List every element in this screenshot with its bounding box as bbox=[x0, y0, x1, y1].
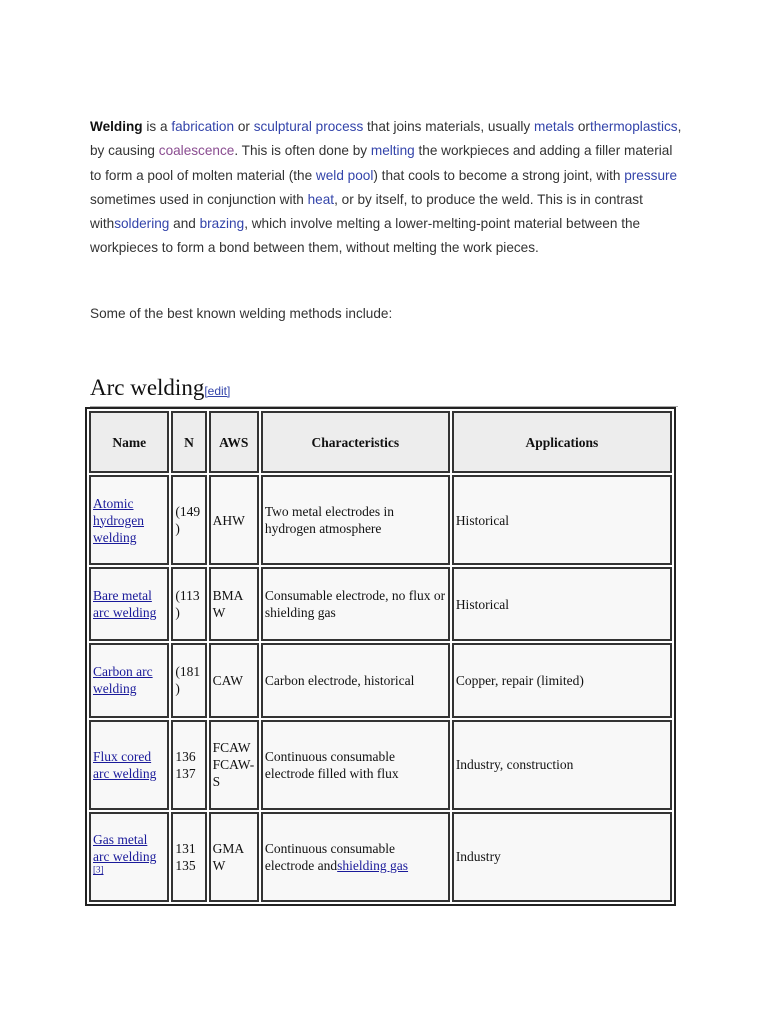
process-link[interactable]: Flux cored arc welding bbox=[93, 748, 157, 781]
cell-applications: Copper, repair (limited) bbox=[452, 643, 672, 717]
cell-aws: AHW bbox=[209, 475, 259, 565]
intro-text: ) that cools to become a strong joint, with bbox=[373, 167, 625, 183]
link-weld-pool[interactable]: weld pool bbox=[315, 167, 374, 183]
intro-text: , by causing bbox=[90, 119, 682, 159]
intro-text: the workpieces and adding a filler material to form a pool of molten material (the bbox=[90, 143, 673, 183]
cell-applications: Historical bbox=[452, 567, 672, 641]
header-name: Name bbox=[89, 411, 169, 473]
intro-text: , or by itself, to produce the weld. This is in contrast with bbox=[90, 191, 643, 232]
section-title: Arc welding bbox=[90, 375, 205, 400]
process-link[interactable]: Carbon arc welding bbox=[93, 664, 153, 697]
intro-text: , which involve melting a lower-melting-point material between the workpieces to form a bond between them, without melting the work pieces. bbox=[90, 216, 641, 256]
cell-characteristics: Continuous consumable electrode filled with flux bbox=[261, 720, 450, 810]
header-aws: AWS bbox=[209, 411, 259, 473]
cell-characteristics: Carbon electrode, historical bbox=[261, 643, 450, 717]
cell-n: (113) bbox=[171, 567, 206, 641]
process-link[interactable]: Bare metal arc welding bbox=[93, 588, 157, 621]
table-row bbox=[89, 643, 672, 717]
cell-characteristics bbox=[261, 812, 450, 902]
link-shielding-gas[interactable]: shielding gas bbox=[337, 857, 409, 873]
header-applications: Applications bbox=[452, 411, 672, 473]
table-row bbox=[89, 475, 672, 565]
link-coalescence[interactable]: coalescence bbox=[158, 143, 235, 159]
intro-text: or bbox=[234, 119, 254, 134]
arc-welding-table bbox=[85, 407, 676, 906]
cell-aws: BMAW bbox=[209, 567, 259, 641]
link-brazing[interactable]: brazing bbox=[199, 216, 245, 232]
methods-intro: Some of the best known welding methods include: bbox=[90, 306, 393, 321]
cell-n: (181) bbox=[171, 643, 206, 717]
link-sculptural-process[interactable]: sculptural process bbox=[253, 119, 364, 134]
intro-text: . This is often done by bbox=[234, 143, 371, 159]
link-fabrication[interactable]: fabrication bbox=[171, 119, 235, 134]
intro-text: that joins materials, usually bbox=[363, 119, 535, 134]
link-melting[interactable]: melting bbox=[370, 143, 415, 159]
cell-n: (149) bbox=[171, 475, 206, 565]
cell-applications: Industry bbox=[452, 812, 672, 902]
edit-link[interactable]: [edit] bbox=[204, 384, 231, 398]
characteristics-text: Continuous consumable electrode and bbox=[264, 840, 395, 873]
term-welding: Welding bbox=[90, 119, 143, 134]
link-thermoplastics[interactable]: thermoplastics bbox=[589, 119, 678, 134]
header-characteristics: Characteristics bbox=[261, 411, 450, 473]
link-soldering[interactable]: soldering bbox=[114, 216, 170, 232]
cell-aws: CAW bbox=[209, 643, 259, 717]
intro-text: or bbox=[574, 119, 590, 134]
cell-characteristics: Consumable electrode, no flux or shielding gas bbox=[261, 567, 450, 641]
section-heading bbox=[90, 374, 678, 407]
cell-characteristics: Two metal electrodes in hydrogen atmosphere bbox=[261, 475, 450, 565]
cell-n: 131 135 bbox=[171, 812, 206, 902]
process-link[interactable]: Gas metal arc welding bbox=[93, 832, 157, 865]
intro-text: and bbox=[169, 216, 200, 232]
link-metals[interactable]: metals bbox=[534, 119, 575, 134]
link-heat[interactable]: heat bbox=[307, 191, 335, 207]
cell-applications: Industry, construction bbox=[452, 720, 672, 810]
table-row bbox=[89, 720, 672, 810]
process-link[interactable]: Atomic hydrogen welding bbox=[93, 495, 144, 545]
intro-text: sometimes used in conjunction with bbox=[90, 191, 308, 207]
link-pressure[interactable]: pressure bbox=[624, 167, 678, 183]
table-header-row bbox=[89, 411, 672, 473]
table-row bbox=[89, 567, 672, 641]
cell-aws: FCAW FCAW-S bbox=[209, 720, 259, 810]
cell-n: 136 137 bbox=[171, 720, 206, 810]
citation-link[interactable]: [3] bbox=[93, 864, 104, 875]
table-row bbox=[89, 812, 672, 902]
header-n: N bbox=[171, 411, 206, 473]
intro-text: is a bbox=[142, 119, 172, 134]
cell-applications: Historical bbox=[452, 475, 672, 565]
intro-paragraph bbox=[90, 115, 682, 261]
cell-aws: GMAW bbox=[209, 812, 259, 902]
